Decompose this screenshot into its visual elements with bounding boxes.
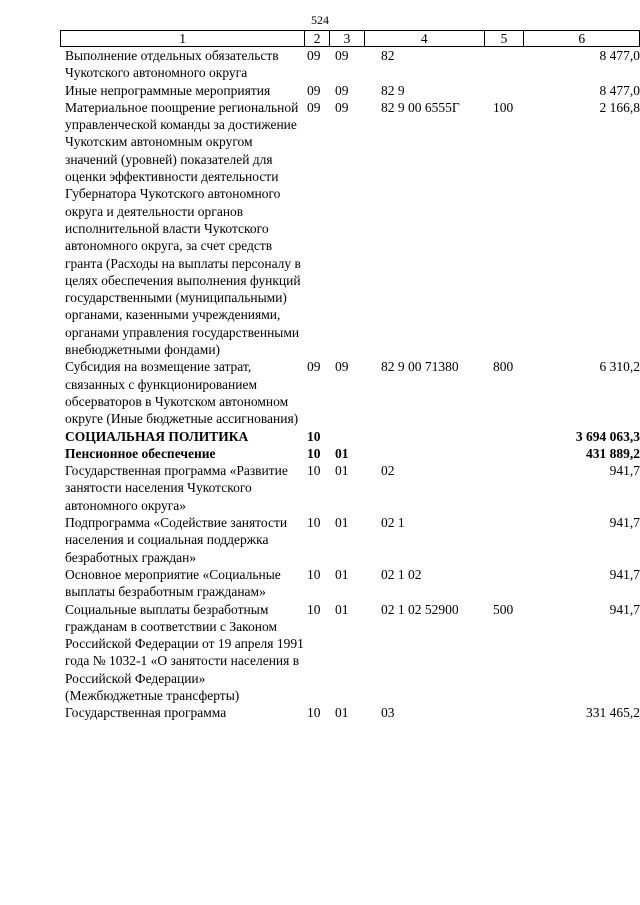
header-col-1: 1: [61, 31, 305, 46]
row-expense-type-cell: [485, 462, 525, 514]
row-name-cell: Материальное поощрение региональной управленческой команды за достижение Чукотским автономным округом значений (уровней) показателей для оценки эффективности деятельности Губернатора Чукотского автономного округа и деятельности органов исполнительной власти Чукотского автономного округа, за счет средств гранта (Расходы на выплаты персоналу в целях обеспечения выполнения функций государственными (муниципальными) органами, казенными учреждениями, органами управления государственными внебюджетными фондами): [65, 99, 301, 358]
row-amount-cell: 2 166,8: [599, 99, 640, 115]
row-amount-cell: 941,7: [609, 515, 640, 531]
table-row: [60, 428, 640, 445]
row-section-cell: 09: [307, 99, 321, 115]
table-row: [60, 704, 640, 721]
row-target-code-cell: 02 1 02: [381, 566, 422, 582]
row-name-cell: Основное мероприятие «Социальные выплаты безработным гражданам»: [65, 566, 281, 600]
row-section-cell: 10: [307, 705, 321, 721]
row-name-cell: Социальные выплаты безработным гражданам в соответствии с Законом Российской Федерации от 19 апреля 1991 года № 1032-1 «О занятости населения в Российской Федерации» (Межбюджетные трансферты): [65, 601, 304, 703]
row-subsection-cell: 01: [335, 705, 349, 721]
row-section-cell: 10: [307, 515, 321, 531]
row-subsection-cell: 01: [335, 463, 349, 479]
row-expense-type-cell: [485, 47, 525, 82]
row-subsection-cell: 01: [335, 445, 349, 461]
table-row: [60, 47, 640, 82]
table-row: [60, 358, 640, 427]
row-target-code-cell: [365, 428, 485, 445]
row-subsection-cell: 09: [335, 99, 349, 115]
row-subsection-cell: [330, 428, 365, 445]
table-row: [60, 601, 640, 705]
row-subsection-cell: 09: [335, 48, 349, 63]
row-subsection-cell: 09: [335, 359, 349, 375]
row-amount-cell: 941,7: [609, 463, 640, 479]
row-expense-type-cell: [485, 82, 525, 99]
row-expense-type-cell: 100: [493, 99, 514, 115]
row-target-code-cell: 82 9 00 71380: [381, 359, 459, 375]
row-amount-cell: 331 465,2: [586, 705, 640, 721]
row-subsection-cell: 01: [335, 515, 349, 531]
row-name-cell: Подпрограмма «Содействие занятости населения и социальная поддержка безработных граждан»: [65, 515, 288, 565]
table-body: [60, 47, 640, 722]
row-section-cell: 09: [307, 48, 321, 63]
row-expense-type-cell: 500: [493, 601, 514, 617]
row-amount-cell: 431 889,2: [586, 445, 640, 461]
row-target-code-cell: 02 1 02 52900: [381, 601, 459, 617]
row-target-code-cell: 82: [381, 48, 395, 63]
row-name-cell: Пенсионное обеспечение: [65, 445, 216, 461]
table-row: [60, 462, 640, 514]
row-section-cell: 09: [307, 82, 321, 98]
row-name-cell: Иные непрограммные мероприятия: [65, 82, 271, 98]
row-expense-type-cell: [485, 514, 525, 566]
table-row: [60, 99, 640, 358]
row-name-cell: СОЦИАЛЬНАЯ ПОЛИТИКА: [65, 428, 249, 444]
row-amount-cell: 8 477,0: [599, 48, 640, 63]
row-target-code-cell: [365, 445, 485, 462]
row-expense-type-cell: [485, 445, 525, 462]
header-col-5: 5: [485, 31, 525, 46]
row-expense-type-cell: [485, 566, 525, 601]
row-name-cell: Государственная программа «Развитие занятости населения Чукотского автономного округа»: [65, 463, 288, 513]
row-target-code-cell: 82 9: [381, 82, 405, 98]
row-subsection-cell: 01: [335, 566, 349, 582]
row-target-code-cell: 82 9 00 6555Г: [381, 99, 460, 115]
row-target-code-cell: 02: [381, 463, 395, 479]
table-row: [60, 82, 640, 99]
budget-table: [60, 30, 640, 722]
header-col-3: 3: [330, 31, 365, 46]
row-amount-cell: 8 477,0: [599, 82, 640, 98]
row-section-cell: 10: [307, 566, 321, 582]
row-name-cell: Выполнение отдельных обязательств Чукотского автономного округа: [65, 48, 279, 81]
row-section-cell: 10: [307, 601, 321, 617]
row-amount-cell: 3 694 063,3: [575, 428, 640, 444]
table-header: [60, 30, 640, 47]
table-row: [60, 514, 640, 566]
row-expense-type-cell: [485, 428, 525, 445]
row-target-code-cell: 03: [381, 705, 395, 721]
header-col-2: 2: [305, 31, 330, 46]
row-section-cell: 10: [307, 445, 321, 461]
page-number: 524: [311, 13, 329, 27]
table-row: [60, 566, 640, 601]
row-section-cell: 10: [307, 463, 321, 479]
row-section-cell: 10: [307, 428, 321, 444]
row-section-cell: 09: [307, 359, 321, 375]
row-amount-cell: 941,7: [609, 601, 640, 617]
row-expense-type-cell: [485, 704, 525, 721]
row-subsection-cell: 01: [335, 601, 349, 617]
row-amount-cell: 941,7: [609, 566, 640, 582]
table-row: [60, 445, 640, 462]
header-col-4: 4: [365, 31, 485, 46]
row-amount-cell: 6 310,2: [599, 359, 640, 375]
row-target-code-cell: 02 1: [381, 515, 405, 531]
row-subsection-cell: 09: [335, 82, 349, 98]
row-name-cell: Государственная программа: [65, 705, 227, 721]
header-col-6: 6: [578, 31, 586, 46]
row-name-cell: Субсидия на возмещение затрат, связанных с функционированием обсерваторов в Чукотском автономном округе (Иные бюджетные ассигнования): [65, 359, 299, 427]
row-expense-type-cell: 800: [493, 359, 514, 375]
